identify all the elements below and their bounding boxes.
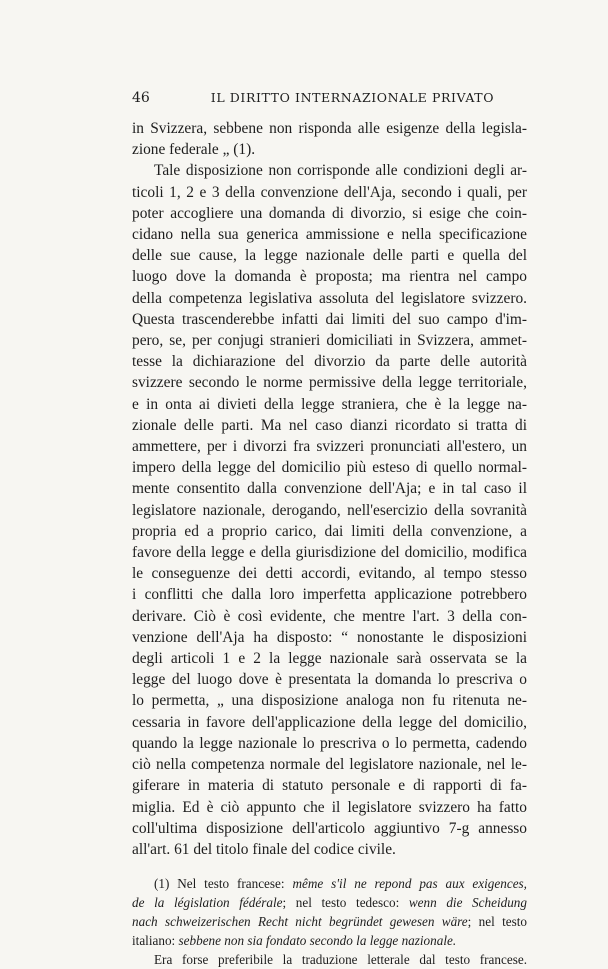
footnote-line: nach schweizerischen Recht nicht begründet gewesen wäre; nel testo (132, 914, 527, 930)
running-header (132, 90, 527, 106)
text-line: all'art. 61 del titolo finale del codice civile. (132, 840, 396, 858)
text-line: lo permetta, „ una disposizione analoga non fu ritenuta ne- (132, 692, 527, 710)
text-line: derivare. Ciò è così evidente, che mentre l'art. 3 della con- (132, 607, 527, 625)
text-line: pero, se, per conjugi stranieri domiciliati in Svizzera, ammet- (132, 332, 527, 350)
body-text (132, 118, 527, 860)
text-line: luogo dove la domanda è proposta; ma rientra nel campo (132, 268, 527, 286)
text-line: giferare in materia di statuto personale e di rapporti di fa- (132, 777, 527, 795)
text-line: propria ed a proprio carico, dai limiti della convenzione, a (132, 522, 527, 540)
text-line: della competenza legislativa assoluta del legislatore svizzero. (132, 289, 527, 307)
text-line: poter accogliere una domanda di divorzio, si esige che coin- (132, 204, 527, 222)
text-line: favore della legge e della giurisdizione del domicilio, modifica (132, 544, 527, 562)
text-line: zionale delle parti. Ma nel caso dianzi ricordato si tratta di (132, 416, 527, 434)
footnote-line: Era forse preferibile la traduzione letterale dal testo francese. (154, 952, 527, 968)
text-line: legge del luogo dove è presentata la domanda lo prescriva o (132, 671, 527, 689)
text-line: le conseguenze dei detti accordi, evitando, al tempo stesso (132, 565, 527, 583)
text-line: i conflitti che dalla loro imperfetta applicazione potrebbero (132, 586, 527, 604)
running-title: IL DIRITTO INTERNAZIONALE PRIVATO (210, 90, 495, 105)
footnote (132, 874, 527, 969)
text-line: ticoli 1, 2 e 3 della convenzione dell'Aja, secondo i quali, per (132, 183, 527, 201)
footnote-line: italiano: sebbene non sia fondato secondo la legge nazionale. (132, 933, 457, 949)
page-number: 46 (132, 90, 150, 106)
text-line: impero della legge del domicilio più esteso di quello normal- (132, 459, 527, 477)
text-line: delle sue cause, la legge nazionale delle parti e quella del (132, 247, 527, 265)
text-line: svizzere secondo le norme permissive della legge territoriale, (132, 374, 527, 392)
text-line: in Svizzera, sebbene non risponda alle esigenze della legisla- (132, 120, 527, 137)
text-line: mente consentito dalla convenzione dell'Aja; e in tal caso il (132, 480, 527, 498)
text-line: degli articoli 1 e 2 la legge nazionale sarà osservata se la (132, 650, 527, 668)
footnote-line: de la législation fédérale; nel testo tedesco: wenn die Scheidung (132, 895, 527, 911)
text-line: venzione dell'Aja ha disposto: “ nonostante le disposizioni (132, 628, 527, 646)
text-line: tesse la dichiarazione del divorzio da parte delle autorità (132, 353, 527, 371)
book-page (132, 90, 527, 969)
text-line: Tale disposizione non corrisponde alle condizioni degli ar- (154, 162, 527, 180)
text-line: miglia. Ed è ciò appunto che il legislatore svizzero ha fatto (132, 798, 527, 816)
text-line: cessaria in favore dell'applicazione della legge del domicilio, (132, 713, 527, 731)
text-line: ammettere, per i divorzi fra svizzeri pronunciati all'estero, un (132, 438, 527, 456)
text-line: quando la legge nazionale lo prescriva o lo permetta, cadendo (132, 734, 527, 752)
text-line: cidano nella sua generica ammissione e nella specificazione (132, 226, 527, 244)
text-line: zione federale „ (1). (132, 141, 256, 159)
text-line: Questa trascenderebbe infatti dai limiti del suo campo d'im- (132, 310, 527, 328)
text-line: legislatore nazionale, derogando, nell'esercizio della sovranità (132, 501, 527, 519)
text-line: ciò nella competenza normale del legislatore nazionale, nel le- (132, 756, 527, 774)
text-line: coll'ultima disposizione dell'articolo aggiuntivo 7-g annesso (132, 819, 527, 837)
footnote-line: (1) Nel testo francese: même s'il ne repond pas aux exigences, (154, 876, 527, 892)
text-line: e in onta ai divieti della legge straniera, che è la legge na- (132, 395, 527, 413)
